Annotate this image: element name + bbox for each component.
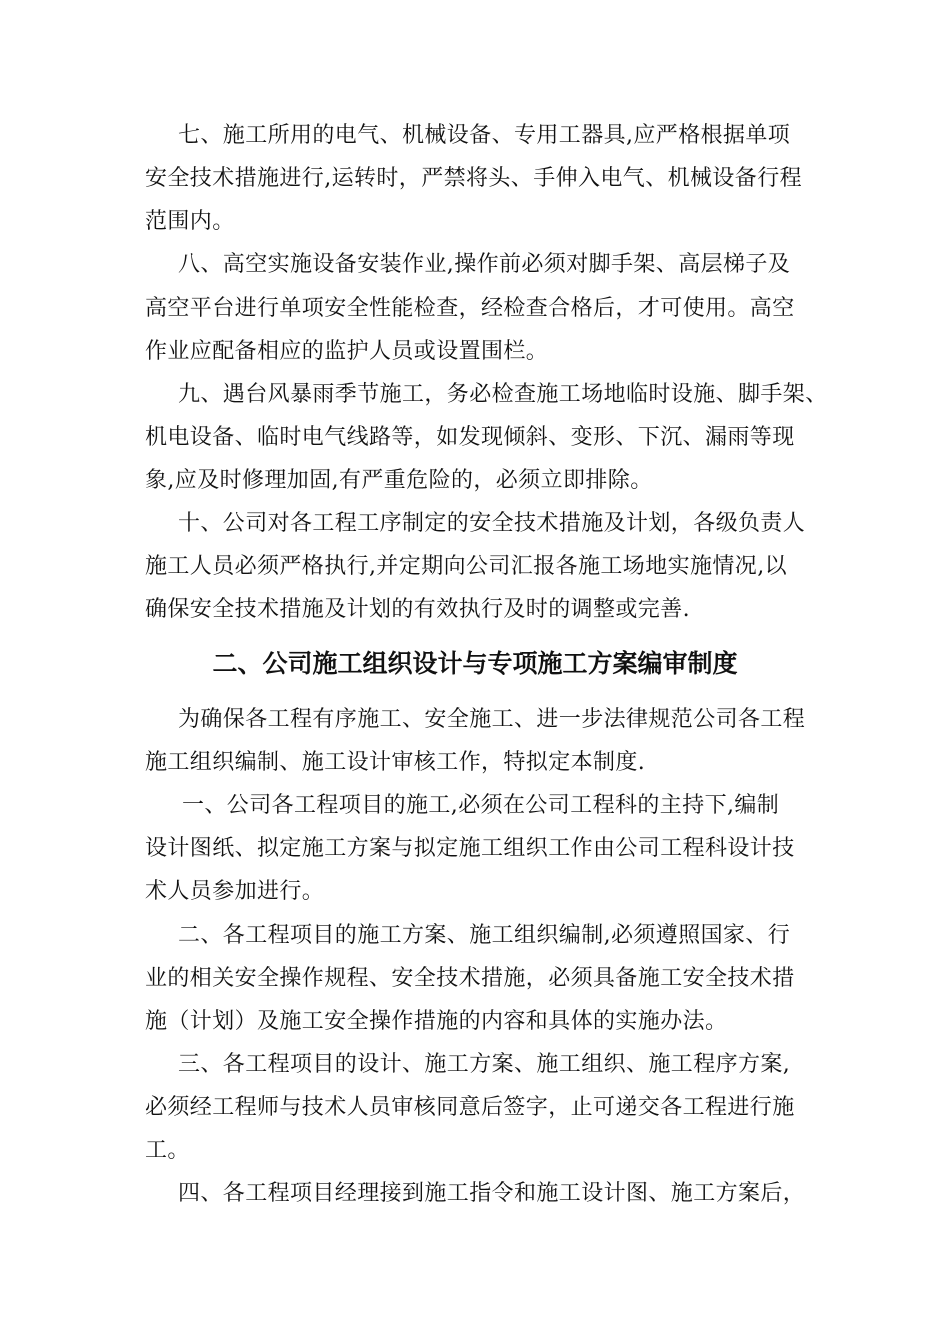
item-2-line-3: 施（计划）及施工安全操作措施的内容和具体的实施办法。 — [145, 1009, 728, 1034]
item-3-line-2: 必须经工程师与技术人员审核同意后签字，止可递交各工程进行施 — [145, 1095, 795, 1120]
paragraph-10-line-2: 施工人员必须严格执行,并定期向公司汇报各施工场地实施情况,以 — [145, 554, 787, 579]
item-2-line-1: 二、各工程项目的施工方案、施工组织编制,必须遵照国家、行 — [178, 923, 791, 948]
paragraph-9-line-1: 九、遇台风暴雨季节施工，务必检查施工场地临时设施、脚手架、 — [178, 382, 828, 407]
item-3-line-3: 工。 — [145, 1138, 190, 1163]
paragraph-7-line-1: 七、施工所用的电气、机械设备、专用工器具,应严格根据单项 — [178, 123, 791, 148]
paragraph-9-line-3: 象,应及时修理加固,有严重危险的，必须立即排除。 — [145, 468, 653, 493]
item-4-line-1: 四、各工程项目经理接到施工指令和施工设计图、施工方案后， — [178, 1181, 806, 1206]
paragraph-10-line-3: 确保安全技术措施及计划的有效执行及时的调整或完善. — [145, 597, 690, 622]
item-1-line-3: 术人员参加进行。 — [145, 879, 325, 904]
section-heading: 二、公司施工组织设计与专项施工方案编审制度 — [212, 649, 738, 678]
intro-line-1: 为确保各工程有序施工、安全施工、进一步法律规范公司各工程 — [178, 707, 806, 732]
intro-line-2: 施工组织编制、施工设计审核工作，特拟定本制度. — [145, 750, 646, 775]
paragraph-8-line-3: 作业应配备相应的监护人员或设置围栏。 — [145, 339, 549, 364]
paragraph-10-line-1: 十、公司对各工程工序制定的安全技术措施及计划，各级负责人 — [178, 511, 806, 536]
item-1-line-1: 一、公司各工程项目的施工,必须在公司工程科的主持下,编制 — [182, 793, 780, 818]
paragraph-8-line-2: 高空平台进行单项安全性能检查，经检查合格后，才可使用。高空 — [145, 296, 795, 321]
item-2-line-2: 业的相关安全操作规程、安全技术措施，必须具备施工安全技术措 — [145, 966, 795, 991]
item-1-line-2: 设计图纸、拟定施工方案与拟定施工组织工作由公司工程科设计技 — [145, 836, 795, 861]
paragraph-7-line-2: 安全技术措施进行,运转时，严禁将头、手伸入电气、机械设备行程 — [145, 166, 802, 191]
item-3-line-1: 三、各工程项目的设计、施工方案、施工组织、施工程序方案, — [178, 1052, 791, 1077]
paragraph-7-line-3: 范围内。 — [145, 209, 235, 234]
paragraph-9-line-2: 机电设备、临时电气线路等，如发现倾斜、变形、下沉、漏雨等现 — [145, 425, 795, 450]
paragraph-8-line-1: 八、高空实施设备安装作业,操作前必须对脚手架、高层梯子及 — [178, 252, 791, 277]
